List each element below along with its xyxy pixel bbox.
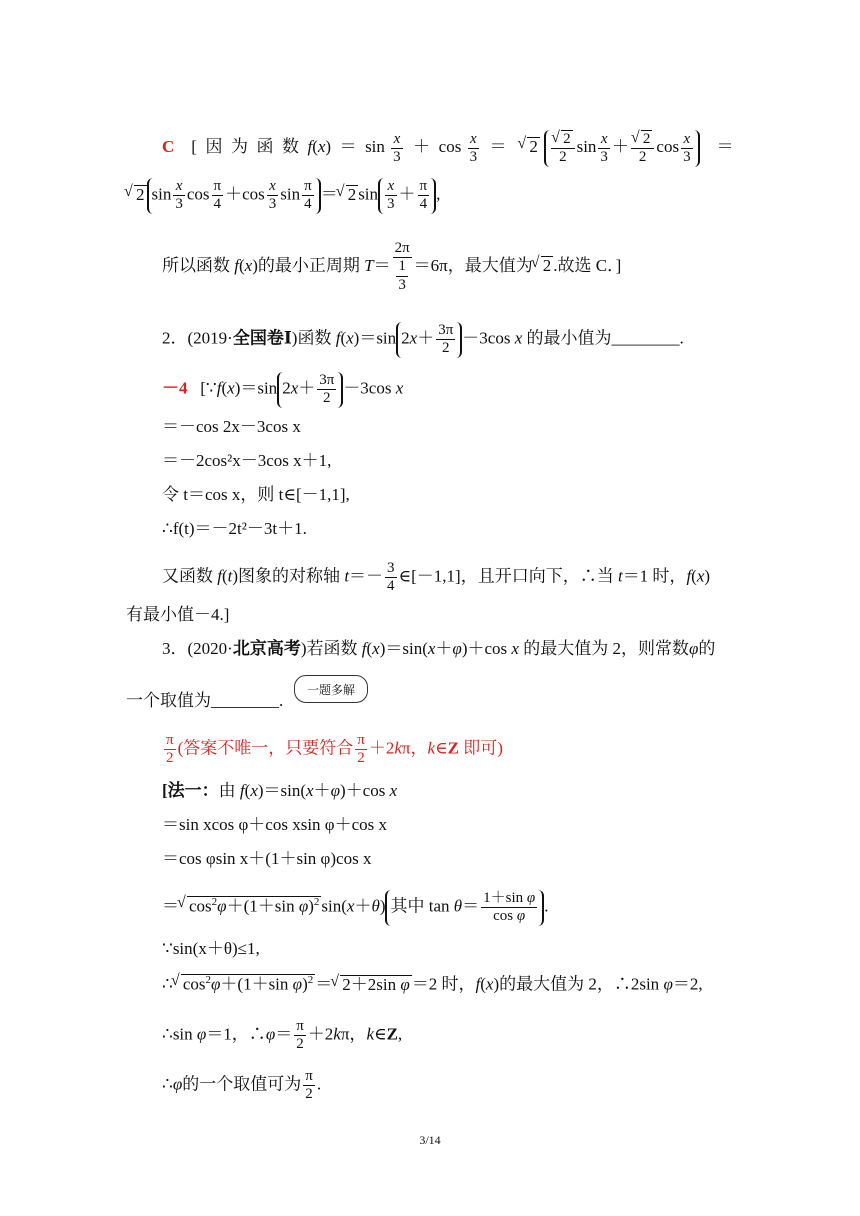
q2-answer: －4 bbox=[162, 378, 188, 398]
q3-m7: ∴sin φ＝1，∴φ＝ $\frac{\pi}{2}$ ＋2kπ，k∈Z, bbox=[162, 1018, 403, 1053]
q3-m4: ＝√ $\cos^2\varphi+(1+\sin$ φ)$^2$ sin(x＋θ) 其中 tan θ＝ $\frac{\text{1＋sin φ}}{\text{cos φ}}$ . bbox=[162, 890, 548, 926]
q1-line-1: C [ 因 为 函 数 f(x) ＝ sin $\frac{x}{3}$ ＋ cos $\frac{x}{3}$ ＝ √ 2 √ $\frac{2}{2}$ sin $\frac{x}{3}$ ＋ √ $\frac{2}{2}$ cos $\frac{x}{3}$ ＝ bbox=[162, 130, 734, 167]
q2-sol-6: 又函数 f(t)图象的对称轴 t＝－ $\frac{3}{4}$ ∈[－1,1]，且开口向下，∴当 t＝1 时，f(x) bbox=[162, 560, 711, 595]
method-label: [法一： bbox=[162, 781, 219, 800]
q2-sol-3: ＝－2cos²x－3cos x＋1, bbox=[162, 451, 332, 470]
q3-method-1: [法一：由 f(x)＝sin(x＋φ)＋cos x bbox=[162, 781, 398, 800]
q2-stem: 2．(2019·全国卷Ⅰ)函数 f(x)＝sin 2x＋ $\frac{3\pi}{2}$ －3cos x 的最小值为________. bbox=[162, 322, 684, 357]
q3-source: 北京高考 bbox=[232, 639, 301, 658]
q3-m8: ∴φ的一个取值可为 $\frac{\pi}{2}$ . bbox=[162, 1068, 322, 1103]
q3-stem-1: 3．(2020·北京高考)若函数 f(x)＝sin(x＋φ)＋cos x 的最大值为 2，则常数φ的 bbox=[162, 639, 716, 658]
q1-line-3: 所以函数 f(x)的最小正周期 T＝ $\frac{2\pi}{\frac{1}{3}}$ ＝6π，最大值为√ 2 .故选 C．] bbox=[162, 240, 621, 294]
q1-line-2: √ 2 sin $\frac{x}{3}$ cos $\frac{\pi}{4}$ ＋cos $\frac{x}{3}$ sin $\frac{\pi}{4}$ ＝√ 2 sin $\frac{x}{3}$ ＋ $\frac{\pi}{4}$ , bbox=[126, 178, 440, 214]
q2-stem-prefix: 2．(2019· bbox=[162, 328, 233, 348]
multi-solution-badge: 一题多解 bbox=[294, 675, 368, 703]
q2-source: 全国卷Ⅰ bbox=[232, 328, 292, 348]
q1-answer: C bbox=[162, 137, 175, 157]
q3-m5: ∵sin(x＋θ)≤1, bbox=[162, 939, 260, 958]
q2-sol-4: 令 t＝cos x，则 t∈[－1,1], bbox=[162, 485, 350, 504]
q2-sol-5: ∴f(t)＝－2t²－3t＋1. bbox=[162, 519, 307, 538]
q3-stem-2: 一个取值为________. bbox=[126, 691, 284, 710]
q3-m3: ＝cos φsin x＋(1＋sin φ)cos x bbox=[162, 849, 372, 868]
q3-answer: $\frac{\pi}{2}$ (答案不唯一，只要符合 $\frac{\pi}{2}$ ＋2kπ，k∈Z 即可) bbox=[166, 732, 503, 767]
q3-m2: ＝sin xcos φ＋cos xsin φ＋cos x bbox=[162, 815, 388, 834]
q3-stem-prefix: 3．(2020· bbox=[162, 639, 233, 658]
q2-sol-7: 有最小值－4.] bbox=[126, 605, 230, 624]
q3-m6: ∴√ $\cos^2\varphi+(1+\sin$ φ)$^2$ ＝√ 2＋2sin φ ＝2 时，f(x)的最大值为 2，∴2sin φ＝2, bbox=[162, 974, 703, 993]
q2-sol-1: －4 [∵f(x)＝sin 2x＋ $\frac{3\pi}{2}$ －3cos x bbox=[162, 372, 404, 407]
page-number: 3/14 bbox=[419, 1133, 441, 1147]
q2-sol-2: ＝－cos 2x－3cos x bbox=[162, 417, 301, 436]
